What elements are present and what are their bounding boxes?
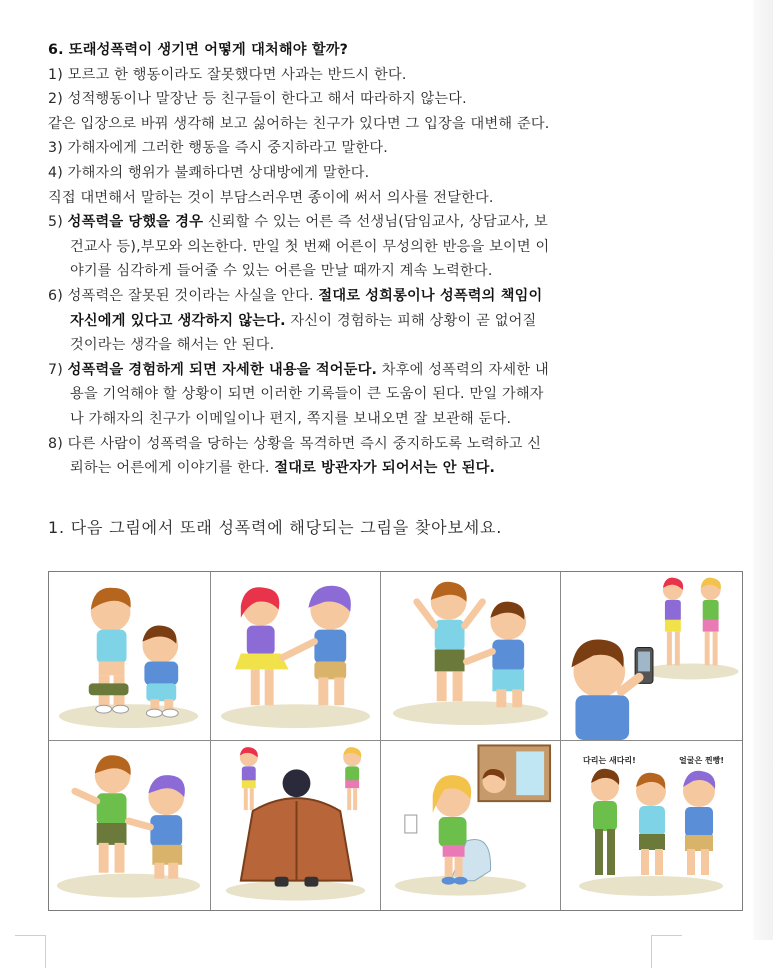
item-6-emphasis-1: 절대로 성희롱이나 성폭력의 책임이 xyxy=(318,287,543,304)
scene-pants-pulled-illustration xyxy=(49,572,210,740)
illustration-cell-4[interactable] xyxy=(561,572,742,741)
illustration-cell-5[interactable] xyxy=(49,741,211,910)
item-5-text: 신뢰할 수 있는 어른 즉 선생님(담임교사, 상담교사, 보 xyxy=(203,214,548,231)
page-corner-right xyxy=(651,935,682,968)
item-5-cont-2: 야기를 심각하게 들어줄 수 있는 어른을 만날 때까지 계속 노력한다. xyxy=(70,263,493,280)
item-5 xyxy=(48,210,658,235)
item-6-text: 6) 성폭력은 잘못된 것이라는 사실을 안다. xyxy=(48,287,319,304)
illustration-cell-8[interactable] xyxy=(561,741,742,910)
item-4: 4) 가해자의 행위가 불쾌하다면 상대방에게 말한다. xyxy=(48,164,370,181)
illustration-grid xyxy=(48,571,743,911)
illustration-cell-6[interactable] xyxy=(211,741,381,910)
item-8: 8) 다른 사람이 성폭력을 당하는 상황을 목격하면 즉시 중지하도록 노력하고 신 xyxy=(48,435,542,452)
item-7-number: 7) xyxy=(48,361,68,378)
section-title: 6. 또래성폭력이 생기면 어떻게 대처해야 할까? xyxy=(48,42,349,58)
item-4-note: 직접 대면해서 말하는 것이 부담스러우면 종이에 써서 의사를 전달한다. xyxy=(48,189,494,206)
scene-flasher-illustration xyxy=(211,741,380,910)
item-1: 1) 모르고 한 행동이라도 잘못했다면 사과는 반드시 한다. xyxy=(48,66,407,83)
speech-right: 얼굴은 찐빵! xyxy=(679,756,725,765)
item-7-cont-1: 용을 기억해야 할 상황이 되면 이러한 기록들이 큰 도움이 된다. 만일 가해자 xyxy=(70,386,544,403)
item-6-text-2: 자신이 경험하는 피해 상황이 곧 없어질 xyxy=(285,312,537,329)
item-2-note: 같은 입장으로 바꿔 생각해 보고 싫어하는 친구가 있다면 그 입장을 대변해 준다. xyxy=(48,115,550,132)
item-5-number: 5) xyxy=(48,214,68,231)
item-5-emphasis: 성폭력을 당했을 경우 xyxy=(67,214,204,231)
item-8-cont xyxy=(48,456,658,481)
item-7-text: 차후에 성폭력의 자세한 내 xyxy=(377,361,549,378)
item-2: 2) 성적행동이나 말장난 등 친구들이 한다고 해서 따라하지 않는다. xyxy=(48,91,467,108)
illustration-cell-3[interactable] xyxy=(381,572,561,741)
page-edge xyxy=(753,0,773,940)
quiz-question: 1. 다음 그림에서 또래 성폭력에 해당되는 그림을 찾아보세요. xyxy=(48,518,503,537)
item-6 xyxy=(48,284,658,309)
item-3: 3) 가해자에게 그러한 행동을 즉시 중지하라고 말한다. xyxy=(48,140,388,157)
item-7-cont-2: 나 가해자의 친구가 이메일이나 편지, 쪽지를 보내오면 잘 보관해 둔다. xyxy=(70,410,512,427)
illustration-cell-7[interactable] xyxy=(381,741,561,910)
item-6-cont-2: 것이라는 생각을 해서는 안 된다. xyxy=(70,337,275,354)
illustration-cell-2[interactable] xyxy=(211,572,381,741)
scene-toilet-peeping-illustration xyxy=(381,741,560,910)
page-corner-left xyxy=(15,935,46,968)
speech-left: 다리는 새다리! xyxy=(583,756,636,765)
item-6-emphasis-2: 자신에게 있다고 생각하지 않는다. xyxy=(70,312,286,329)
scene-phone-photo-illustration xyxy=(561,572,742,740)
item-8-emphasis: 절대로 방관자가 되어서는 안 된다. xyxy=(274,460,496,477)
scene-pushing-illustration xyxy=(49,741,210,910)
scene-skirt-lifted-illustration xyxy=(211,572,380,740)
item-7 xyxy=(48,358,658,383)
illustration-cell-1[interactable] xyxy=(49,572,211,741)
scene-grabbing-illustration xyxy=(381,572,560,740)
scene-teasing-illustration xyxy=(561,741,742,910)
item-8-text: 뢰하는 어른에게 이야기를 한다. xyxy=(70,460,275,477)
item-5-cont-1: 건교사 등),부모와 의논한다. 만일 첫 번째 어른이 무성의한 반응을 보이면 이 xyxy=(70,238,550,255)
item-7-emphasis: 성폭력을 경험하게 되면 자세한 내용을 적어둔다. xyxy=(67,361,378,378)
guideline-text xyxy=(48,38,658,481)
item-6-cont-1 xyxy=(48,309,658,334)
